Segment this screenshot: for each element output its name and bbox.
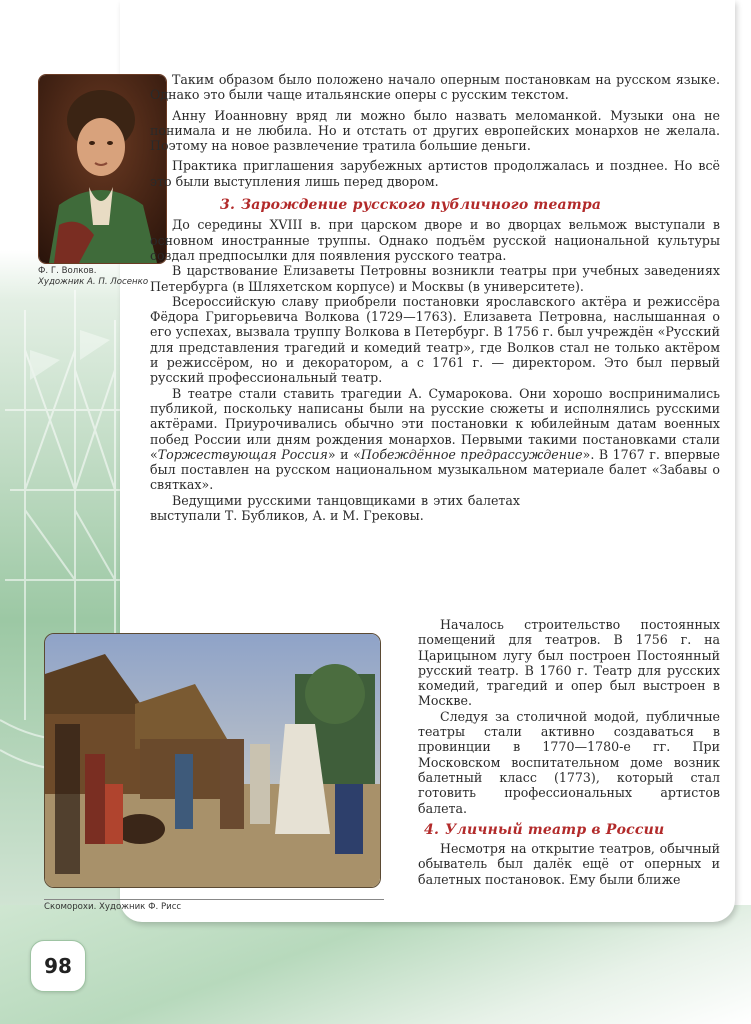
page-number: 98: [30, 940, 86, 992]
paragraph: Следуя за столичной модой, публичные театры стали активно создаваться в провинции в 1770—1780-е гг. При Московском воспитательном доме возник балетный класс (1773), который стал готовить профессиональных артистов балета.: [418, 708, 720, 816]
section-3-title: Зарождение русского публичного театра: [241, 197, 602, 214]
portrait-caption-name: Ф. Г. Волков.: [38, 266, 97, 276]
right-text-column: [418, 617, 720, 887]
section-4-number: 4.: [424, 821, 440, 838]
paragraph: До середины XVIII в. при царском дворе и во дворцах вельмож выступали в основном иностранные труппы. Однако подъём русской национальной культуры создал предпосылки для появления русского театра.: [150, 217, 720, 263]
section-4-title: Уличный театр в России: [445, 821, 665, 838]
portrait-image: [38, 74, 167, 264]
section-3-heading: [220, 198, 720, 213]
section-3-number: 3.: [220, 197, 236, 214]
portrait-caption-artist: Художник А. П. Лосенко: [38, 277, 149, 287]
paragraph: В театре стали ставить трагедии А. Сумарокова. Они хорошо воспринимались публикой, поскольку написаны были на русские сюжеты и исполнялись русскими актёрами. Приурочивались обычно эти постановки к юбилейным датам военных побед России или дням рождения монархов. Первыми такими постановками стали «Торжествующая Россия» и «Побеждённое предрассуждение». В 1767 г. впервые был поставлен на русском национальном музыкальном материале балет «Забавы о святках».: [150, 385, 720, 493]
main-text-column: [150, 72, 720, 523]
paragraph: Ведущими русскими танцовщиками в этих балетах выступали Т. Бубликов, А. и М. Грековы.: [150, 492, 520, 524]
paragraph: В царствование Елизаветы Петровны возникли театры при учебных заведениях Петербурга (в Шляхетском корпусе) и Москвы (в университете).: [150, 263, 720, 294]
painting-caption: Скоморохи. Художник Ф. Рисс: [44, 902, 182, 912]
paragraph: Анну Иоанновну вряд ли можно было назвать меломанкой. Музыки она не понимала и не любила. Но и отстать от других европейских монархов не желала. Поэтому на новое развлечение тратила большие деньги.: [150, 107, 720, 154]
paragraph: Практика приглашения зарубежных артистов продолжалась и позднее. Но всё это были выступления лишь перед двором.: [150, 158, 720, 189]
section-4-heading: [424, 823, 720, 838]
paragraph: Началось строительство постоянных помещений для театров. В 1756 г. на Царицыном лугу был построен Постоянный русский театр. В 1760 г. Театр для русских комедий, трагедий и опер был выстроен в Москве.: [418, 617, 720, 709]
paragraph: Таким образом было положено начало оперным постановкам на русском языке. Однако это были чаще итальянские оперы с русским текстом.: [150, 72, 720, 103]
decorative-bottom-band: [0, 905, 751, 1024]
paragraph: Всероссийскую славу приобрели постановки ярославского актёра и режиссёра Фёдора Григорьевича Волкова (1729—1763). Елизавета Петровна, наслышанная о его успехах, вызвала труппу Волкова в Петербург. В 1756 г. был учреждён «Русский для представления трагедий и комедий театр», где Волков стал не только актёром и режиссёром, но и декоратором, а с 1761 г. — директором. Это был первый русский профессиональный театр.: [150, 293, 720, 386]
title-italic: Торжествующая Россия: [157, 446, 328, 462]
paragraph: Несмотря на открытие театров, обычный обыватель был далёк ещё от оперных и балетных постановок. Ему были ближе: [418, 841, 720, 887]
title-italic: Побеждённое предрассуждение: [360, 446, 583, 462]
caption-divider: [44, 899, 384, 900]
skomorokhi-painting: [44, 633, 381, 888]
